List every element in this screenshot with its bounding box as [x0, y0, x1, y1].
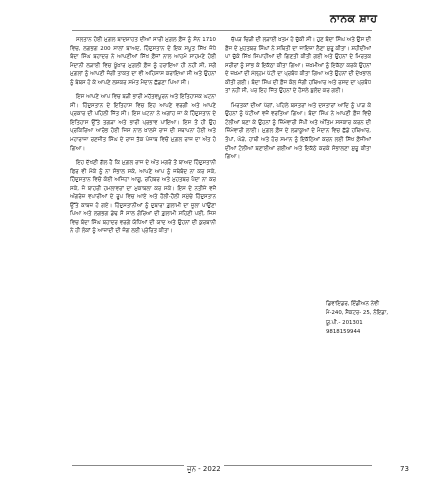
- paragraph: ਮਿਰਤਕਾਂ ਦੀਆਂ ਪੱਗਾਂ, ਪਹਿਲੇ ਬਸਤਰਾਂ ਅਤੇ ਦਸਤਾਰਾਂ ਆਦਿ ਨੂੰ ਪਾੜ ਕੇ ਉਹਨਾਂ ਨੂੰ ਪੱਟੀਆਂ ਵਜੋਂ ਵਰਤਿਆ ਗਿਆ। ਬੰਦਾ ਸਿੰਘ ਨੇ ਆਪਣੀ ਫ਼ੌਜ ਵਿਚੋਂ ਟੋਲੀਆਂ ਬਣਾ ਕੇ ਉਹਨਾਂ ਨੂੰ ਜ਼ਿੰਮੇਵਾਰੀ ਸੌਂਪੀ ਅਤੇ ਅੰਤਿਮ ਸਸਕਾਰ ਕਰਨ ਦੀ ਜ਼ਿੰਮੇਵਾਰੀ ਲਾਈ। ਮੁਗ਼ਲ ਫ਼ੌਜ ਦੇ ਲੜਾਕੂਆਂ ਦੇ ਮੈਦਾਨ ਵਿਚ ਛੱਡੇ ਹਥਿਆਰ, ਤੋਪਾਂ, ਘੋੜੇ, ਹਾਥੀ ਅਤੇ ਹੋਰ ਸਮਾਨ ਨੂੰ ਇਕੱਠਿਆਂ ਕਰਨ ਲਈ ਸਿੱਖ ਫ਼ੌਜੀਆਂ ਦੀਆਂ ਟੋਲੀਆਂ ਬਣਾਈਆਂ ਗਈਆਂ ਅਤੇ ਇਕੱਠੇ ਕਰਕੇ ਸੰਭਾਲਣਾ ਸ਼ੁਰੂ ਕੀਤਾ ਗਿਆ।: [225, 102, 371, 161]
- paragraph: ਇਸ ਆਪਣੇ ਆਪ ਵਿਚ ਬੜੀ ਭਾਰੀ ਮਹੱਤਵਪੂਰਨ ਅਤੇ ਇਤਿਹਾਸਕ ਘਟਨਾ ਸੀ। ਹਿੰਦੁਸਤਾਨ ਦੇ ਇਤਿਹਾਸ ਵਿਚ ਇਹ ਆਪਣੇ ਵਰਗੀ ਅਤੇ ਆਪਣੇ ਪ੍ਰਕਾਰ ਦੀ ਪਹਿਲੀ ਜਿੱਤ ਸੀ। ਇਸ ਘਟਨਾ ਨੇ ਅਗਾਂਹ ਜਾ ਕੇ ਹਿੰਦੁਸਤਾਨ ਦੇ ਇਤਿਹਾਸ ਉੱਤੇ ਤਗੜਾ ਅਤੇ ਭਾਰੀ ਪ੍ਰਭਾਵ ਪਾਇਆ। ਇਸ ਤੋਂ ਹੀ ਉਹ ਪ੍ਰਕਿਰਿਆ ਆਰੰਭ ਹੋਈ ਜਿਸ ਨਾਲ ਖ਼ਾਲਸੇ ਰਾਜ ਦੀ ਸਥਾਪਨਾ ਹੋਈ ਅਤੇ ਮਹਾਰਾਜਾ ਰਣਜੀਤ ਸਿੰਘ ਦੇ ਰਾਜ ਤੱਕ ਪੰਜਾਬ ਵਿਚੋਂ ਮੁਗ਼ਲ ਰਾਜ ਦਾ ਅੰਤ ਹੋ ਗਿਆ।: [70, 94, 216, 152]
- footer-date: ਜੂਨ - 2022: [184, 465, 224, 474]
- author-title: ਡਿਵਾਇਡਰ, ਇੰਡੀਅਨ ਨੇਵੀ: [326, 301, 380, 307]
- paragraph: ਇਹ ਦੱਖਣੀ ਗੱਲ ਹੈ ਕਿ ਮੁਗ਼ਲ ਰਾਜ ਦੇ ਅੰਤ ਮਗਰੋਂ ਤੋਂ ਬਾਅਦ ਹਿੰਦੁਸਤਾਨੀ ਫਿਰ ਵੀ ਮੌਕੇ ਨੂੰ ਨਾ ਸੰਭਾਲ ਸਕੇ, ਆਪਣੇ ਆਪ ਨੂੰ ਜਥੇਬੰਦ ਨਾ ਕਰ ਸਕੇ, ਹਿੰਦੁਸਤਾਨ ਵਿਚੋਂ ਕੋਈ ਅਜਿਹਾ ਆਗੂ, ਰਹਿਬਰ ਅਤੇ ਮੁਹਤਬਰ ਪੈਦਾ ਨਾ ਕਰ ਸਕੇ, ਜੋ ਬਾਹਰੀ ਹਮਲਾਵਰਾਂ ਦਾ ਮੁਕਾਬਲਾ ਕਰ ਸਕੇ। ਇਸ ਦੇ ਨਤੀਜੇ ਵਜੋਂ ਅੰਗਰੇਜ਼ ਵਪਾਰੀਆਂ ਦੇ ਰੂਪ ਵਿਚ ਆਏ ਅਤੇ ਹੌਲੀ-ਹੌਲੀ ਸਮੁੱਚੇ ਹਿੰਦੁਸਤਾਨ ਉੱਤੇ ਕਾਬਜ਼ ਹੋ ਗਏ। ਹਿੰਦੁਸਤਾਨੀਆਂ ਨੂੰ ਦੁਬਾਰਾ ਗ਼ੁਲਾਮੀ ਦਾ ਜੂਲਾ ਪਾਉਣਾ ਪਿਆ ਅਤੇ ਲਗਭਗ ਡੇਢ ਸੌ ਸਾਲ ਗੋਰਿਆਂ ਦੀ ਗ਼ੁਲਾਮੀ ਸਹਿਣੀ ਪਈ, ਜਿਸ ਵਿਚ ਬੰਦਾ ਸਿੰਘ ਬਹਾਦਰ ਵਰਗੇ ਯੋਧਿਆਂ ਦੀ ਯਾਦ ਅਤੇ ਉਹਨਾਂ ਦੀ ਕੁਰਬਾਨੀ ਨੇ ਹੀ ਲੋਕਾਂ ਨੂੰ ਆਜ਼ਾਦੀ ਦੀ ਜੰਗ ਲਈ ਪ੍ਰੇਰਿਤ ਕੀਤਾ।: [70, 160, 216, 235]
- header-divider: [72, 30, 372, 31]
- paragraph: ਸਲਤਾਨ ਹੋਈ ਮੁਗ਼ਲ ਬਾਦਸ਼ਾਹਤ ਦੀਆਂ ਸਾਰੀ ਮੁਗ਼ਲ ਫ਼ੌਜ ਨੂੰ ਸੰਨ 1710 ਵਿਚ, ਲਗਭਗ 200 ਸਾਲਾਂ ਬਾਅਦ, ਹਿੰਦੁਸਤਾਨ ਦੇ ਇਕ ਸਪੂਤ ਸਿੱਖ ਜੋਧੇ ਬੰਦਾ ਸਿੰਘ ਬਹਾਦਰ ਨੇ ਆਪਣੀਆਂ ਸਿੱਖ ਫ਼ੌਜਾਂ ਨਾਲ ਆਹਮੋ ਸਾਹਮਣੇ ਹੋਈ ਮੈਦਾਨੀ ਲੜਾਈ ਵਿਚ ਖ਼ੂੰਖ਼ਾਰ ਮੁਗ਼ਲੀ ਫ਼ੌਜ ਨੂੰ ਹਰਾਇਆ ਹੀ ਨਹੀਂ ਸੀ, ਸਗੋਂ ਮੁਗ਼ਲਾਂ ਨੂੰ ਆਪਣੀ ਜੰਗੀ ਤਾਕਤ ਦਾ ਵੀ ਅਹਿਸਾਸ ਕਰਾਇਆ ਸੀ ਅਤੇ ਉਹਨਾਂ ਨੂੰ ਬੇਬਸ ਹੋ ਕੇ ਆਪਣੇ ਲਸ਼ਕਰ ਸਮੇਤ ਮੈਦਾਨ ਛੱਡਣਾ ਪਿਆ ਸੀ।: [70, 37, 216, 86]
- header-title: ਨਾਨਕ ਸ਼ਾਹ: [330, 12, 378, 25]
- author-address: ਮੈ-240, ਸੈਕਟਰ- 25, ਨੋਇਡਾ,: [326, 310, 389, 317]
- author-region: ਯੂ.ਪੀ.- 201301: [326, 319, 363, 326]
- author-phone: 9818159944: [326, 329, 361, 336]
- author-signature: [326, 300, 406, 338]
- left-column: [70, 36, 216, 444]
- page-number: 73: [400, 465, 409, 473]
- paragraph: ਚੱਪੜ ਚਿੜੀ ਦੀ ਲੜਾਈ ਖ਼ਤਮ ਹੋ ਚੁੱਕੀ ਸੀ। ਹੁਣ ਬੰਦਾ ਸਿੰਘ ਅਤੇ ਉਸ ਦੀ ਫ਼ੌਜ ਦੇ ਮੁਹਤਬਰ ਸਿੰਘਾਂ ਨੇ ਸਥਿਤੀ ਦਾ ਜਾਇਜ਼ਾ ਲੈਣਾ ਸ਼ੁਰੂ ਕੀਤਾ। ਸ਼ਹੀਦੀਆਂ ਪਾ ਚੁੱਕੇ ਸਿੱਖ ਸਿਪਾਹੀਆਂ ਦੀ ਗਿਣਤੀ ਕੀਤੀ ਗਈ ਅਤੇ ਉਹਨਾਂ ਦੇ ਮਿਰਤਕ ਸਰੀਰਾਂ ਨੂੰ ਸਾਂਭ ਕੇ ਇਕੱਠਾ ਕੀਤਾ ਗਿਆ। ਜ਼ਖ਼ਮੀਆਂ ਨੂੰ ਇਕੱਠਾ ਕਰਕੇ ਉਹਨਾਂ ਦੇ ਜ਼ਖ਼ਮਾਂ ਦੀ ਮੱਲ੍ਹਮ ਪੱਟੀ ਦਾ ਪ੍ਰਬੰਧ ਕੀਤਾ ਗਿਆ ਅਤੇ ਉਹਨਾਂ ਦੀ ਦੇਖਭਾਲ ਕੀਤੀ ਗਈ। ਬੰਦਾ ਸਿੰਘ ਦੀ ਫ਼ੌਜ ਕੋਲ ਜੰਗੀ ਹਥਿਆਰ ਅਤੇ ਰਸਦ ਦਾ ਪ੍ਰਬੰਧ ਤਾਂ ਨਹੀਂ ਸੀ, ਪਰ ਇਹ ਜਿੱਤ ਉਹਨਾਂ ਦੇ ਹੌਸਲੇ ਬੁਲੰਦ ਕਰ ਗਈ।: [225, 37, 371, 95]
- right-column: [225, 36, 371, 264]
